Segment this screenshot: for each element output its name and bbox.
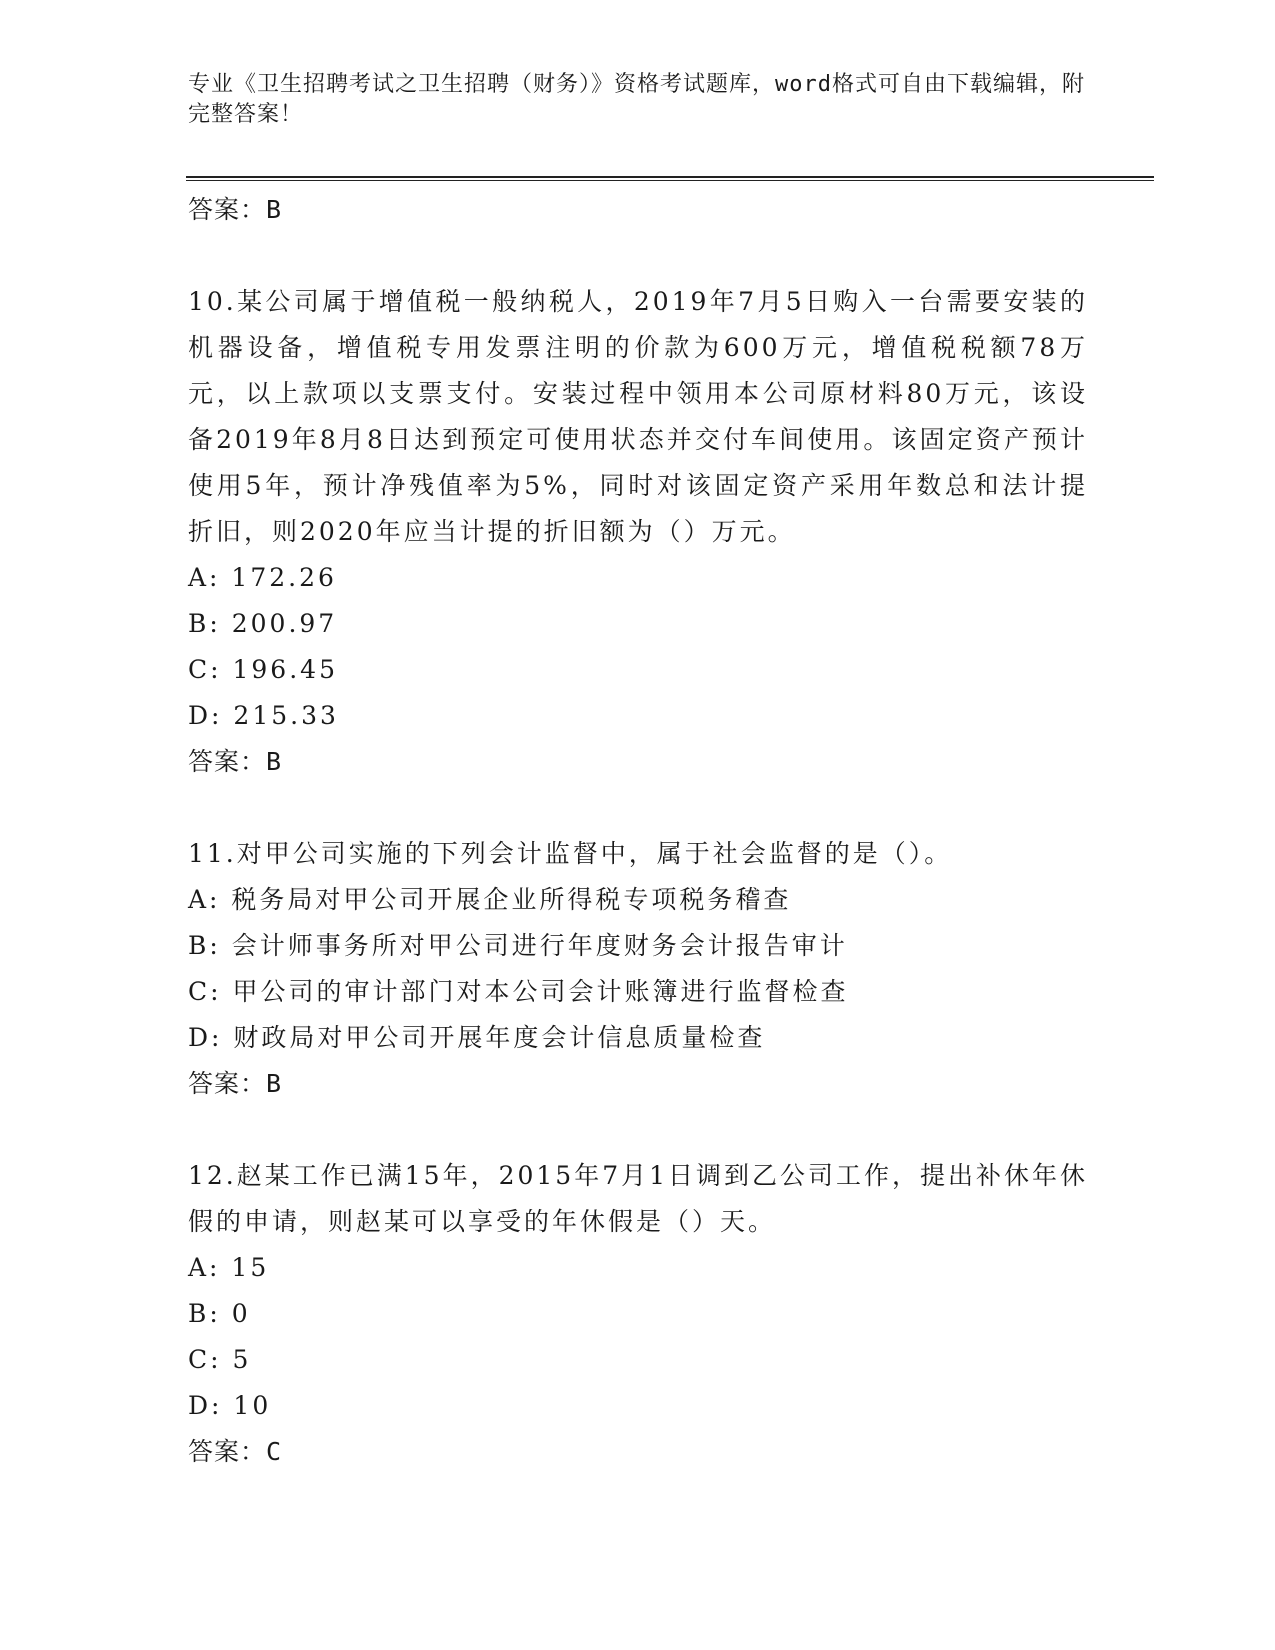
option-c: C: 5 xyxy=(188,1345,252,1374)
question-answer: 答案：B xyxy=(188,1069,283,1098)
header-rule xyxy=(186,176,1154,181)
spacer xyxy=(188,1107,1088,1153)
spacer xyxy=(188,785,1088,831)
option-b: B: 0 xyxy=(188,1299,251,1328)
option-c: C: 196.45 xyxy=(188,655,338,684)
question-stem: 11.对甲公司实施的下列会计监督中，属于社会监督的是（）。 xyxy=(188,839,953,868)
question-11 xyxy=(188,831,1088,1107)
question-list xyxy=(188,187,1088,1475)
question-stem: 10.某公司属于增值税一般纳税人，2019年7月5日购入一台需要安装的机器设备，增值税专用发票注明的价款为600万元，增值税税额78万元，以上款项以支票支付。安装过程中领用本公司原材料80万元，该设备2019年8月8日达到预定可使用状态并交付车间使用。该固定资产预计使用5年，预计净残值率为5%，同时对该固定资产采用年数总和法计提折旧，则2020年应当计提的折旧额为（）万元。 xyxy=(188,287,1089,546)
option-d: D: 215.33 xyxy=(188,701,339,730)
option-a: A: 税务局对甲公司开展企业所得税专项税务稽查 xyxy=(188,885,792,914)
option-a: A: 172.26 xyxy=(188,563,337,592)
spacer xyxy=(188,233,1088,279)
question-12 xyxy=(188,1153,1088,1475)
option-b: B: 200.97 xyxy=(188,609,338,638)
option-c: C: 甲公司的审计部门对本公司会计账簿进行监督检查 xyxy=(188,977,849,1006)
question-stem: 12.赵某工作已满15年，2015年7月1日调到乙公司工作，提出补休年休假的申请，则赵某可以享受的年休假是（）天。 xyxy=(188,1161,1089,1236)
option-a: A: 15 xyxy=(188,1253,270,1282)
option-b: B: 会计师事务所对甲公司进行年度财务会计报告审计 xyxy=(188,931,848,960)
question-10 xyxy=(188,279,1088,785)
answer-previous: 答案：B xyxy=(188,195,283,224)
question-answer: 答案：B xyxy=(188,747,283,776)
page-header: 专业《卫生招聘考试之卫生招聘（财务）》资格考试题库，word格式可自由下载编辑，附完整答案！ xyxy=(188,72,1085,127)
question-answer: 答案：C xyxy=(188,1437,283,1466)
option-d: D: 10 xyxy=(188,1391,272,1420)
option-d: D: 财政局对甲公司开展年度会计信息质量检查 xyxy=(188,1023,766,1052)
